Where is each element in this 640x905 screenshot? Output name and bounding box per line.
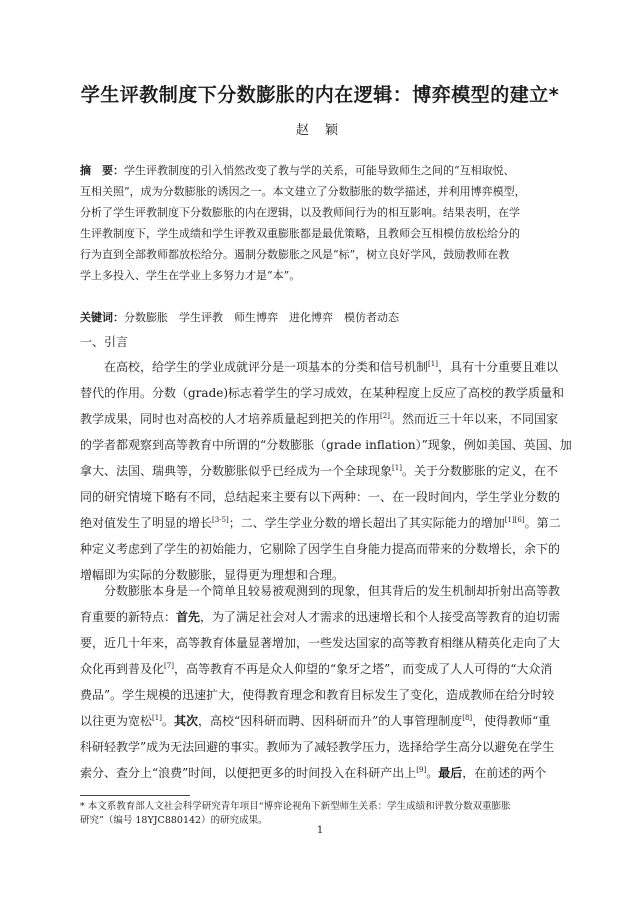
footnote	[80, 800, 511, 828]
text-run: 绝对值发生了明显的增长	[80, 516, 213, 530]
text-run: 众化再到普及化	[80, 662, 165, 676]
citation: [1]	[392, 464, 402, 472]
body-line: 同的研究情境下略有不同，总结起来主要有以下两种：一、在一段时间内，学生学业分数的	[80, 490, 561, 504]
body-line: 要，近几十年来，高等教育体量显著增加，一些发达国家的高等教育相继从精英化走向了大	[80, 636, 561, 650]
citation: [1][6]	[504, 516, 525, 524]
text-run: 育重要的新特点：	[80, 610, 177, 624]
citation: [8]	[462, 714, 473, 722]
citation: [1]	[152, 714, 162, 722]
text-run: 教学成果，同时也对高校的人才培养质量起到把关的作用	[80, 412, 381, 426]
abstract-line: 分析了学生评教制度下分数膨胀的内在逻辑，以及教师间行为的相互影响。结果表明，在学	[80, 206, 520, 219]
abstract-line: 生评教制度下，学生成绩和学生评教双重膨胀都是最优策略，且教师会互相模仿放松给分的	[80, 227, 520, 240]
text-run: 。然而近三十年以来，不同国家	[389, 412, 558, 426]
text-run: 。第二	[524, 516, 561, 530]
text-run: ，在前述的两个	[462, 766, 547, 780]
abstract-line: 互相关照”，成为分数膨胀的诱因之一。本文建立了分数膨胀的数学描述，并利用博弈模型，	[80, 185, 526, 198]
keywords-label: 关键词：	[80, 311, 124, 324]
citation: [7]	[164, 662, 174, 670]
text-run: 在高校，给学生的学业成就评分是一项基本的分类和信号机制	[104, 360, 429, 374]
citation: [2]	[380, 412, 390, 420]
keywords-text: 分数膨胀 学生评教 师生博弈 进化博弈 模仿者动态	[124, 311, 399, 324]
abstract-label: 摘 要：	[80, 164, 124, 177]
body-line: 费品”。学生规模的迅速扩大，使得教育理念和教育目标发生了变化，造成教师在给分时较	[80, 688, 555, 702]
body-line: 科研轻教学”成为无法回避的事实。教师为了减轻教学压力，选择给学生高分以避免在学生	[80, 740, 555, 754]
keywords	[80, 310, 399, 326]
body-line: 的学者都观察到高等教育中所谓的“分数膨胀（grade inflation）”现象，例如美国、英国、加	[80, 438, 572, 452]
text-run: ，使得教师“重	[472, 714, 551, 728]
text-run: 。关于分数膨胀的定义，在不	[401, 464, 558, 478]
text-run: 索分、查分上“浪费”时间，以便把更多的时间投入在科研产出上	[80, 766, 417, 780]
abstract-line: 学生评教制度的引入悄然改变了教与学的关系，可能导致师生之间的“互相取悦、	[124, 164, 515, 177]
body-line: 增幅即为实际的分数膨胀，显得更为理想和合理。	[80, 568, 345, 582]
citation: [9]	[416, 766, 427, 774]
page-number: 1	[316, 825, 324, 836]
text-run: 分数膨胀本身是一个简单且较易被观测到的现象，但其背后的发生机制却折射出高等教	[104, 584, 561, 598]
text-run: ，高校“因科研而聘、因科研而升”的人事管理制度	[197, 714, 463, 728]
paper-title: 学生评教制度下分数膨胀的内在逻辑：博弈模型的建立*	[80, 84, 560, 106]
body-line: 种定义考虑到了学生的初始能力，它剔除了因学生自身能力提高而带来的分数增长，余下的	[80, 542, 561, 556]
abstract	[80, 160, 560, 286]
body-paragraph-2	[80, 578, 560, 786]
author-name: 赵 颖	[295, 123, 345, 138]
text-run: 。	[161, 714, 174, 728]
text-run: 以往更为宽松	[80, 714, 153, 728]
text-run: ，具有十分重要且难以	[437, 360, 558, 374]
text-run: 拿大、法国、瑞典等，分数膨胀似乎已经成为一个全球现象	[80, 464, 393, 478]
section-heading: 一、引言	[80, 335, 129, 349]
footnote-line: 研究”（编号 18YJC880142）的研究成果。	[80, 815, 268, 826]
text-run: ，高等教育不再是众人仰望的“象牙之塔”，而变成了人人可得的“大众消	[173, 662, 553, 676]
body-line: 替代的作用。分数（grade)标志着学生的学习成效，在某种程度上反应了高校的教学质量和	[80, 386, 565, 400]
text-run: 。	[426, 766, 439, 780]
footnote-line: * 本文系教育部人文社会科学研究青年项目“博弈论视角下新型师生关系：学生成绩和评教分数双重膨胀	[80, 801, 511, 812]
emphasis: 首先	[176, 610, 201, 624]
text-run: ；二、学生学业分数的增长超出了其实际能力的增加	[228, 516, 505, 530]
abstract-line: 学上多投入、学生在学业上多努力才是“本”。	[80, 269, 301, 282]
body-paragraph-1	[80, 354, 572, 588]
citation: [3-5]	[212, 516, 229, 524]
emphasis: 最后	[438, 766, 463, 780]
emphasis: 其次	[173, 714, 198, 728]
footnote-divider	[80, 795, 190, 796]
citation: [1]	[428, 360, 438, 368]
text-run: ，为了满足社会对人才需求的迅速增长和个人接受高等教育的迫切需	[200, 610, 561, 624]
abstract-line: 行为直到全部教师都放松给分。遏制分数膨胀之风是“标”，树立良好学风，鼓励教师在教	[80, 248, 510, 261]
